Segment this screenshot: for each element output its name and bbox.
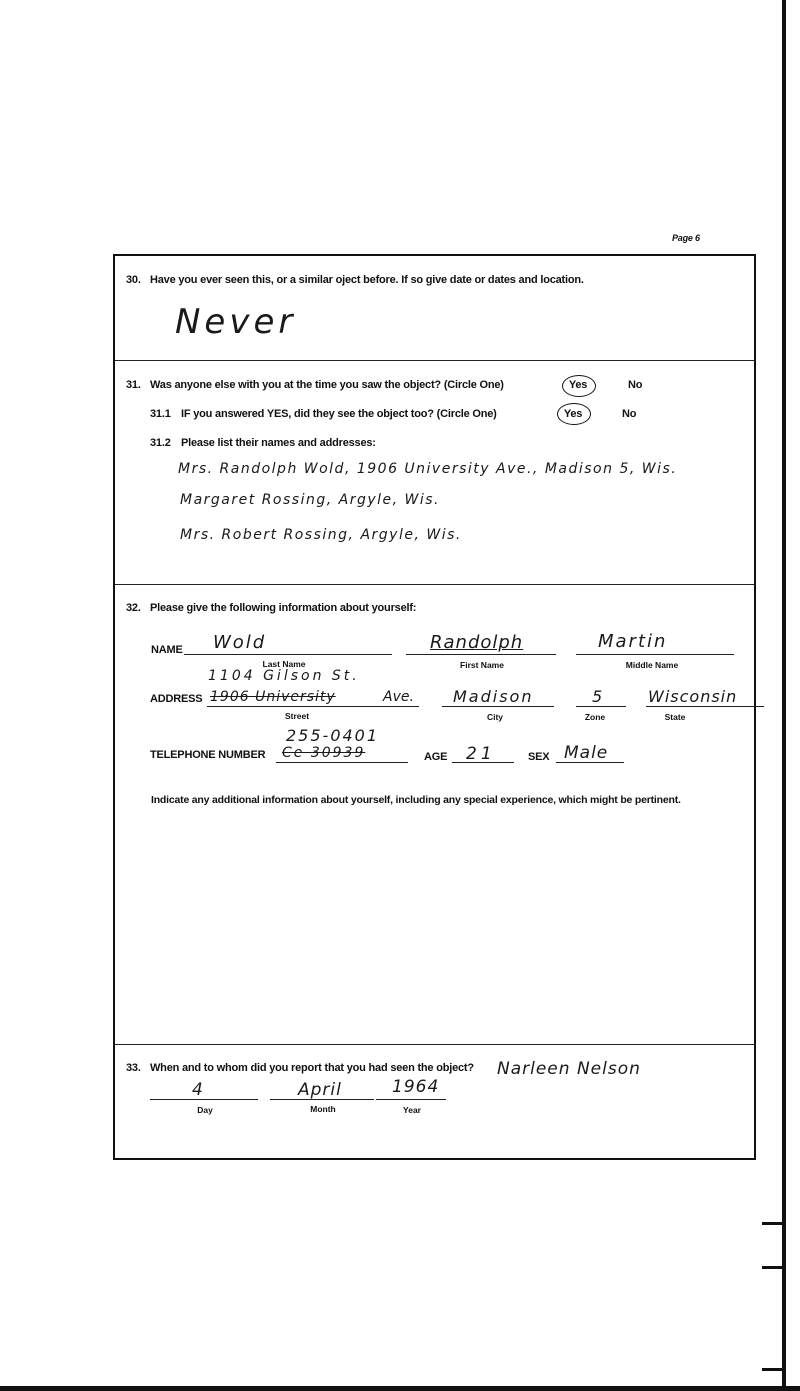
address-label: ADDRESS — [150, 693, 203, 705]
telephone-new-value: 255-0401 — [286, 726, 380, 745]
middle-name-value: Martin — [598, 631, 668, 652]
street-label: Street — [284, 711, 310, 721]
q31-1-question: IF you answered YES, did they see the object too? (Circle One) — [181, 408, 497, 420]
q31-1-yes: Yes — [563, 408, 583, 420]
sex-value: Male — [564, 743, 609, 763]
q31-question: Was anyone else with you at the time you saw the object? (Circle One) — [150, 379, 504, 391]
first-name-label: First Name — [460, 660, 504, 670]
q31-2-number: 31.2 — [150, 437, 171, 449]
age-value: 21 — [466, 744, 496, 764]
year-label: Year — [403, 1105, 421, 1115]
day-label: Day — [197, 1105, 213, 1115]
companion-3: Mrs. Robert Rossing, Argyle, Wis. — [180, 527, 462, 543]
city-label: City — [486, 712, 504, 722]
q31-yes: Yes — [568, 379, 588, 391]
section-divider — [115, 1044, 754, 1045]
zone-line — [576, 706, 626, 707]
companion-2: Margaret Rossing, Argyle, Wis. — [180, 492, 441, 508]
section-divider — [115, 360, 754, 361]
q32-question: Please give the following information about yourself: — [150, 602, 417, 614]
city-value: Madison — [453, 687, 534, 706]
q32-number: 32. — [126, 602, 141, 614]
q31-2-question: Please list their names and addresses: — [181, 437, 376, 449]
city-line — [442, 706, 554, 707]
q31-number: 31. — [126, 379, 141, 391]
day-line — [150, 1099, 258, 1100]
street-suffix-value: Ave. — [383, 689, 414, 705]
section-divider — [115, 584, 754, 585]
edge-mark — [762, 1368, 784, 1371]
year-value: 1964 — [392, 1077, 440, 1097]
q31-1-no: No — [622, 408, 637, 420]
telephone-old-value: Ce 30939 — [282, 745, 366, 761]
first-name-line — [406, 654, 556, 655]
day-value: 4 — [192, 1080, 203, 1100]
state-value: Wisconsin — [648, 687, 738, 706]
zone-value: 5 — [592, 687, 603, 706]
year-line — [376, 1099, 446, 1100]
additional-info-prompt: Indicate any additional information about yourself, including any special experience, which might be pertinent. — [151, 794, 681, 806]
edge-mark — [762, 1266, 784, 1269]
middle-name-line — [576, 654, 734, 655]
telephone-line — [276, 762, 408, 763]
q30-answer: Never — [175, 302, 297, 342]
telephone-label: TELEPHONE NUMBER — [150, 749, 266, 761]
page-label: Page 6 — [672, 233, 700, 243]
page-edge-right — [782, 0, 786, 1391]
month-label: Month — [310, 1104, 336, 1114]
state-label: State — [664, 712, 686, 722]
sex-label: SEX — [528, 751, 550, 763]
q30-number: 30. — [126, 274, 141, 286]
q33-number: 33. — [126, 1062, 141, 1074]
q31-1-number: 31.1 — [150, 408, 171, 420]
street-old-value: 1906 University — [210, 689, 336, 705]
page-edge-bottom — [0, 1386, 800, 1391]
age-label: AGE — [424, 751, 448, 763]
middle-name-label: Middle Name — [625, 660, 679, 670]
q31-no: No — [628, 379, 643, 391]
month-value: April — [298, 1080, 342, 1100]
state-line — [646, 706, 764, 707]
name-label: NAME — [151, 644, 183, 656]
q33-question: When and to whom did you report that you had seen the object? — [150, 1062, 474, 1074]
edge-mark — [762, 1222, 784, 1225]
last-name-value: Wold — [213, 632, 267, 653]
last-name-line — [184, 654, 392, 655]
companion-1: Mrs. Randolph Wold, 1906 University Ave., Madison 5, Wis. — [178, 461, 678, 477]
reported-to-value: Narleen Nelson — [497, 1059, 641, 1079]
street-new-value: 1104 Gilson St. — [208, 668, 360, 684]
zone-label: Zone — [584, 712, 606, 722]
last-name-label: Last Name — [262, 659, 306, 669]
q30-question: Have you ever seen this, or a similar oject before. If so give date or dates and location. — [150, 274, 584, 286]
street-line — [207, 706, 419, 707]
first-name-value: Randolph — [430, 632, 524, 653]
